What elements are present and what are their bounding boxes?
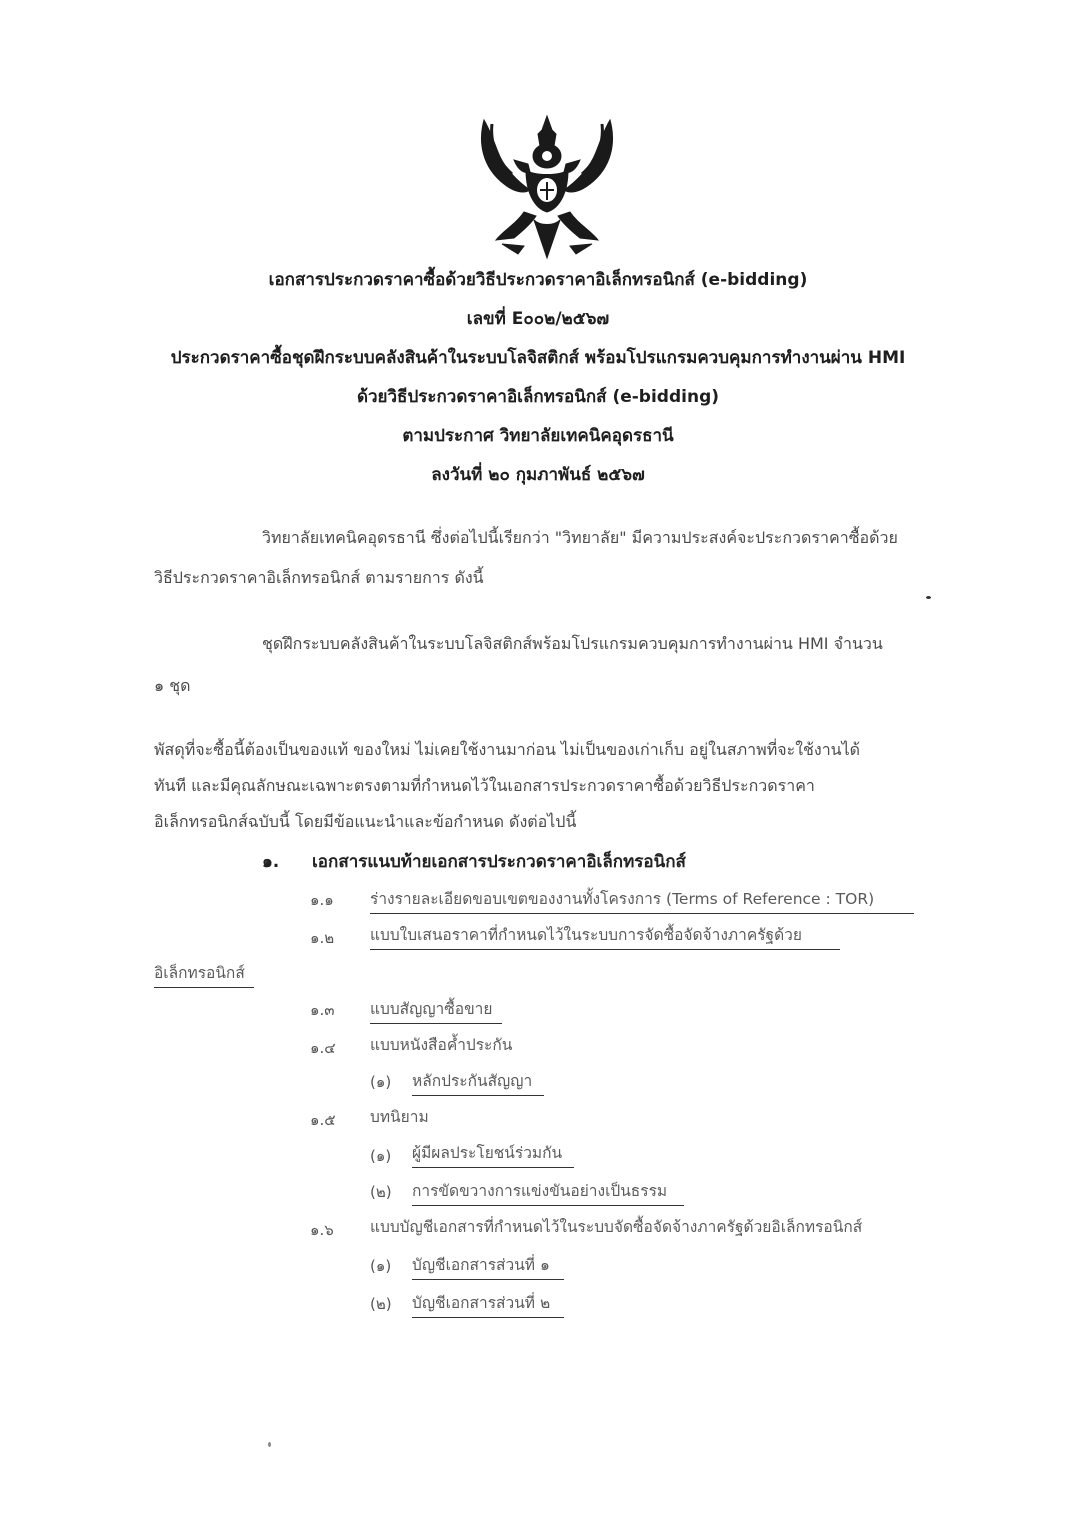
document-title: เอกสารประกวดราคาซื้อด้วยวิธีประกวดราคาอิเล็กทรอนิกส์ (e-bidding) xyxy=(268,270,808,290)
conditions-line-2: ทันที และมีคุณลักษณะเฉพาะตรงตามที่กำหนดไว้ในเอกสารประกวดราคาซื้อด้วยวิธีประกวดราคา xyxy=(154,776,815,795)
list-item-label: แบบหนังสือค้ำประกัน xyxy=(370,1036,513,1054)
sub-item-number: (๑) xyxy=(370,1147,392,1165)
item-desc-line-1: ชุดฝึกระบบคลังสินค้าในระบบโลจิสติกส์พร้อมโปรแกรมควบคุมการทำงานผ่าน HMI จำนวน xyxy=(262,634,883,653)
list-item-number: ๑.๖ xyxy=(310,1221,334,1239)
list-item-label: แบบบัญชีเอกสารที่กำหนดไว้ในระบบจัดซื้อจัดจ้างภาครัฐด้วยอิเล็กทรอนิกส์ xyxy=(370,1218,863,1236)
sub-item-number: (๑) xyxy=(370,1073,392,1091)
attachment-link-contract[interactable]: แบบสัญญาซื้อขาย xyxy=(370,996,502,1024)
sub-item-number: (๒) xyxy=(370,1183,392,1201)
scan-speck xyxy=(268,1442,271,1447)
sub-item-number: (๒) xyxy=(370,1295,392,1313)
intro-line-1: วิทยาลัยเทคนิคอุดรธานี ซึ่งต่อไปนี้เรียกว่า "วิทยาลัย" มีความประสงค์จะประกวดราคาซื้อด้วย xyxy=(262,528,898,547)
list-item-number: ๑.๓ xyxy=(310,1001,335,1019)
attachment-link-quotation-form[interactable]: แบบใบเสนอราคาที่กำหนดไว้ในระบบการจัดซื้อจัดจ้างภาครัฐด้วย xyxy=(370,922,840,950)
garuda-emblem-icon xyxy=(474,112,620,262)
section-title: เอกสารแนบท้ายเอกสารประกวดราคาอิเล็กทรอนิกส์ xyxy=(312,852,686,872)
document-subject: ประกวดราคาซื้อชุดฝึกระบบคลังสินค้าในระบบโลจิสติกส์ พร้อมโปรแกรมควบคุมการทำงานผ่าน HMI xyxy=(170,348,906,368)
list-item-label: บทนิยาม xyxy=(370,1108,429,1126)
section-number: ๑. xyxy=(262,852,280,872)
attachment-link-doc-list-1[interactable]: บัญชีเอกสารส่วนที่ ๑ xyxy=(412,1252,564,1280)
conditions-line-3: อิเล็กทรอนิกส์ฉบับนี้ โดยมีข้อแนะนำและข้อกำหนด ดังต่อไปนี้ xyxy=(154,812,577,831)
list-item-number: ๑.๒ xyxy=(310,929,335,947)
document-announcement: ตามประกาศ วิทยาลัยเทคนิคอุดรธานี xyxy=(402,426,674,446)
attachment-link-doc-list-2[interactable]: บัญชีเอกสารส่วนที่ ๒ xyxy=(412,1290,564,1318)
list-item-number: ๑.๔ xyxy=(310,1039,336,1057)
scan-speck xyxy=(926,596,931,599)
list-item-number: ๑.๑ xyxy=(310,891,334,909)
document-date: ลงวันที่ ๒๐ กุมภาพันธ์ ๒๕๖๗ xyxy=(431,465,645,485)
attachment-link-joint-interest[interactable]: ผู้มีผลประโยชน์ร่วมกัน xyxy=(412,1140,574,1168)
attachment-link-tor[interactable]: ร่างรายละเอียดขอบเขตของงานทั้งโครงการ (Terms of Reference : TOR) xyxy=(370,886,914,914)
document-method: ด้วยวิธีประกวดราคาอิเล็กทรอนิกส์ (e-bidding) xyxy=(356,387,720,407)
attachment-link-quotation-form-cont[interactable]: อิเล็กทรอนิกส์ xyxy=(154,960,254,988)
list-item-number: ๑.๕ xyxy=(310,1111,336,1129)
attachment-link-contract-guarantee[interactable]: หลักประกันสัญญา xyxy=(412,1068,544,1096)
conditions-line-1: พัสดุที่จะซื้อนี้ต้องเป็นของแท้ ของใหม่ ไม่เคยใช้งานมาก่อน ไม่เป็นของเก่าเก็บ อยู่ในสภาพที่จะใช้งานได้ xyxy=(154,740,861,759)
attachment-link-fair-competition[interactable]: การขัดขวางการแข่งขันอย่างเป็นธรรม xyxy=(412,1178,684,1206)
sub-item-number: (๑) xyxy=(370,1257,392,1275)
intro-line-2: วิธีประกวดราคาอิเล็กทรอนิกส์ ตามรายการ ดังนี้ xyxy=(154,568,484,587)
item-desc-line-2: ๑ ชุด xyxy=(154,676,191,695)
document-number: เลขที่ E๐๐๒/๒๕๖๗ xyxy=(466,309,610,329)
